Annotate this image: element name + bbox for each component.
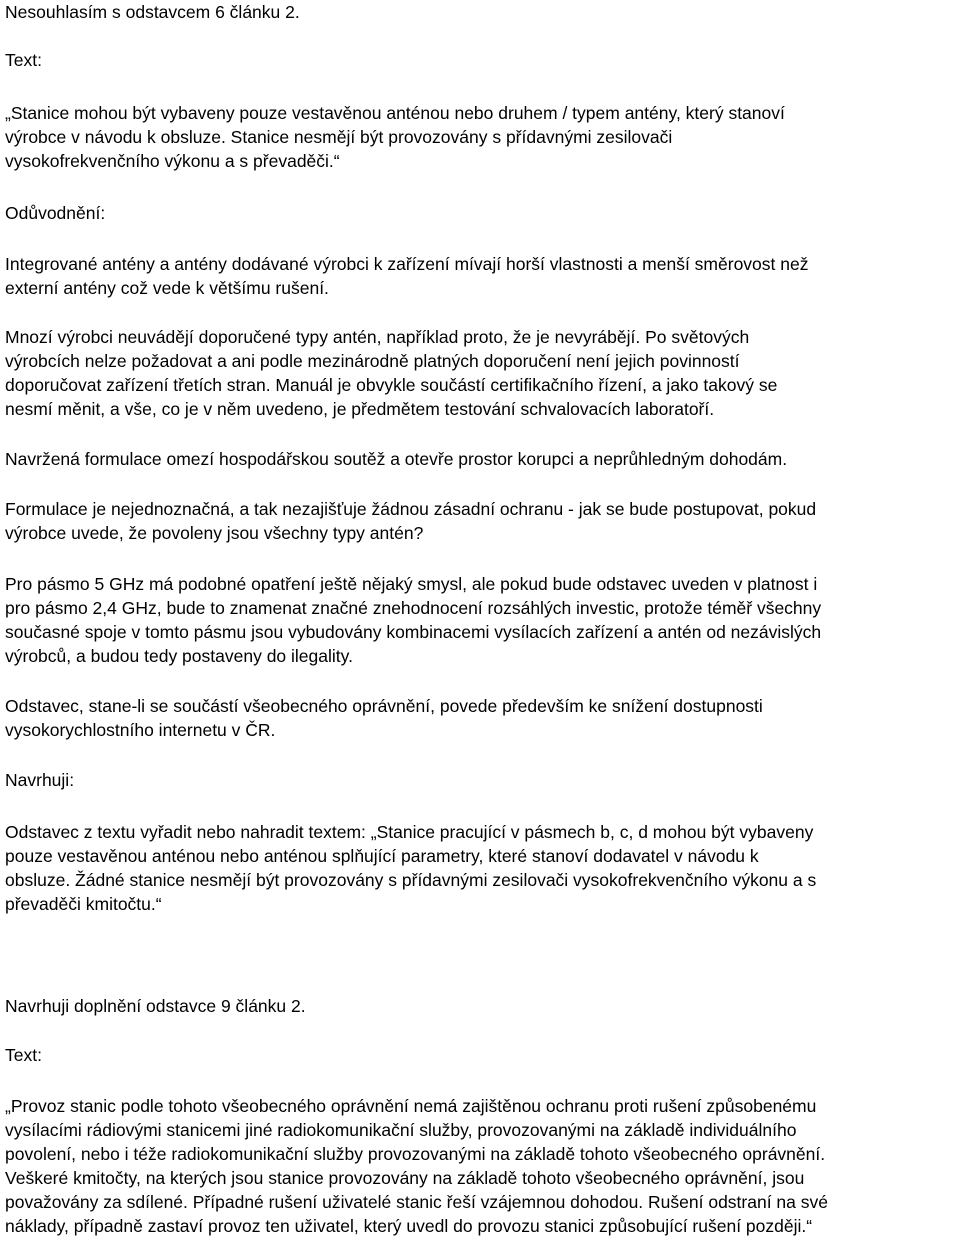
paragraph-5ghz: Pro pásmo 5 GHz má podobné opatření ještě nějaký smysl, ale pokud bude odstavec uveden v platnost i pro pásmo 2,4 GHz, bude to znamenat značné znehodnocení rozsáhlých investic, protože téměř všechny současné spoje v tomto pásmu jsou vybudovány kombinacemi vysílacích zařízení a antén od nezávislých výrobců, a budou tedy postaveny do ilegality. — [5, 574, 822, 666]
text-label: Text: — [5, 50, 42, 70]
paragraph-competition: Navržená formulace omezí hospodářskou soutěž a otevře prostor korupci a neprůhledným dohodám. — [5, 449, 788, 469]
proposal-label: Navrhuji: — [5, 770, 75, 790]
paragraph-integrated-antennas: Integrované antény a antény dodávané výrobci k zařízení mívají horší vlastnosti a menší směrovost než externí antény což vede k většímu rušení. — [5, 254, 809, 298]
quoted-text-block: „Stanice mohou být vybaveny pouze vestavěnou anténou nebo druhem / typem antény, který stanoví výrobce v návodu k obsluze. Stanice nesmějí být provozovány s přídavnými zesilovači vysokofrekvenčního výkonu a s převaděči.“ — [5, 103, 785, 171]
justification-label: Odůvodnění: — [5, 203, 106, 223]
paragraph-proposal: Odstavec z textu vyřadit nebo nahradit textem: „Stanice pracující v pásmech b, c, d mohou být vybaveny pouze vestavěnou anténou nebo anténou splňující parametry, které stanoví dodavatel v návodu k obsluze. Žádné stanice nesmějí být provozovány s přídavnými zesilovači vysokofrekvenčního výkonu a s převaděči kmitočtu.“ — [5, 822, 817, 914]
paragraph-ambiguous: Formulace je nejednoznačná, a tak nezajišťuje žádnou zásadní ochranu - jak se bude postupovat, pokud výrobce uvede, že povoleny jsou všechny typy antén? — [5, 499, 817, 543]
paragraph-availability: Odstavec, stane-li se součástí všeobecného oprávnění, povede především ke snížení dostupnosti vysokorychlostního internetu v ČR. — [5, 696, 763, 740]
text-label-2: Text: — [5, 1045, 42, 1065]
heading-supplement: Navrhuji doplnění odstavce 9 článku 2. — [5, 996, 306, 1016]
quoted-text-block-2: „Provoz stanic podle tohoto všeobecného oprávnění nemá zajištěnou ochranu proti rušení způsobenému vysílacími rádiovými stanicemi jiné radiokomunikační služby, provozovanými na základě individuálního povolení, nebo i téže radiokomunikační služby provozovanými na základě tohoto všeobecného oprávnění. Veškeré kmitočty, na kterých jsou stanice provozovány na základě tohoto všeobecného oprávnění, jsou považovány za sdílené. Případné rušení uživatelé stanic řeší vzájemnou dohodou. Rušení odstraní na své náklady, případně zastaví provoz ten uživatel, který uvedl do provozu stanici způsobující rušení později.“ — [5, 1096, 828, 1236]
paragraph-manufacturers: Mnozí výrobci neuvádějí doporučené typy antén, například proto, že je nevyrábějí. Po světových výrobcích nelze požadovat a ani podle mezinárodně platných doporučení není jejich povinností doporučovat zařízení třetích stran. Manuál je obvykle součástí certifikačního řízení, a jako takový se nesmí měnit, a vše, co je v něm uvedeno, je předmětem testování schvalovacích laboratoří. — [5, 327, 778, 419]
heading-disagree: Nesouhlasím s odstavcem 6 článku 2. — [5, 2, 300, 22]
